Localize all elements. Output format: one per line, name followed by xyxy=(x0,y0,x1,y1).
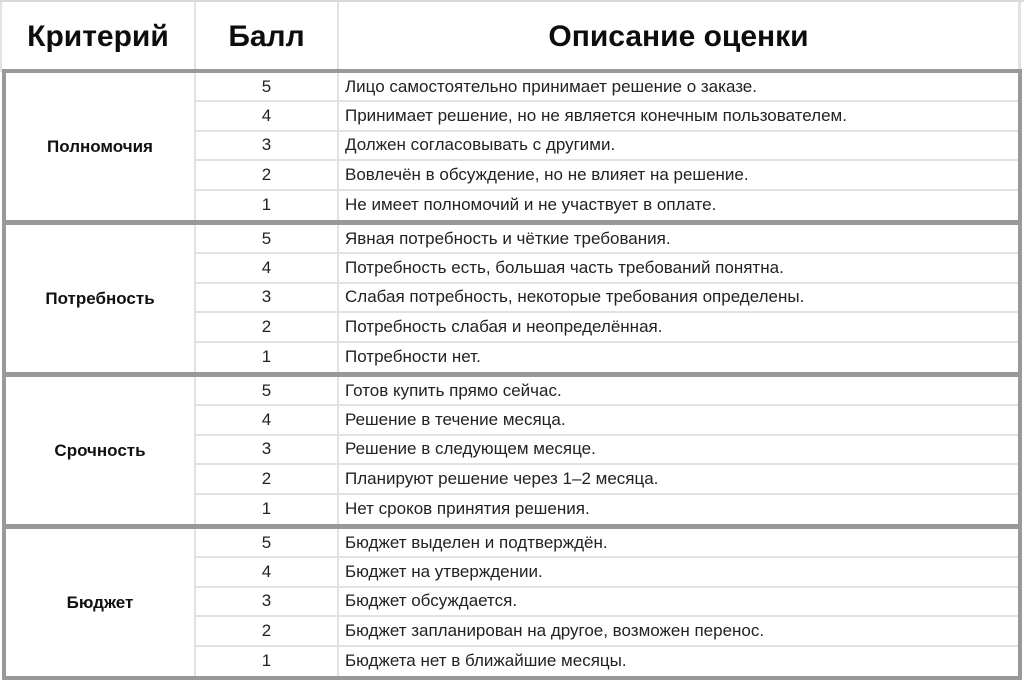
score-cell: 4 xyxy=(196,254,339,281)
criterion-group-budget xyxy=(2,525,1022,680)
score-cell: 2 xyxy=(196,617,339,644)
criterion-group-need xyxy=(2,221,1022,376)
score-cell: 2 xyxy=(196,161,339,188)
score-cell: 4 xyxy=(196,102,339,129)
table-row xyxy=(196,73,1018,102)
score-cell: 2 xyxy=(196,465,339,492)
table-row xyxy=(196,495,1018,524)
description-cell: Явная потребность и чёткие требования. xyxy=(345,228,671,248)
criterion-label: Срочность xyxy=(6,377,196,524)
table-row xyxy=(196,558,1018,587)
description-cell: Потребности нет. xyxy=(345,347,481,367)
table-row xyxy=(196,617,1018,646)
table-row xyxy=(196,102,1018,131)
score-cell: 1 xyxy=(196,647,339,676)
score-cell: 2 xyxy=(196,313,339,340)
table-row xyxy=(196,191,1018,220)
header-description: Описание оценки xyxy=(339,2,1021,72)
score-cell: 5 xyxy=(196,377,339,404)
description-cell: Бюджета нет в ближайшие месяцы. xyxy=(345,651,627,671)
table-row xyxy=(196,406,1018,435)
description-cell: Потребность есть, большая часть требований понятна. xyxy=(345,258,784,278)
criterion-label: Потребность xyxy=(6,225,196,372)
score-cell: 3 xyxy=(196,588,339,615)
table-row xyxy=(196,588,1018,617)
description-cell: Нет сроков принятия решения. xyxy=(345,499,590,519)
description-cell: Бюджет обсуждается. xyxy=(345,591,518,611)
table-header xyxy=(0,0,1024,72)
score-cell: 5 xyxy=(196,73,339,100)
score-cell: 4 xyxy=(196,406,339,433)
score-cell: 3 xyxy=(196,284,339,311)
table-row xyxy=(196,465,1018,494)
description-cell: Принимает решение, но не является конечным пользователем. xyxy=(345,106,847,126)
criterion-label: Бюджет xyxy=(6,529,196,676)
table-row xyxy=(196,343,1018,372)
description-cell: Слабая потребность, некоторые требования определены. xyxy=(345,287,805,307)
score-cell: 1 xyxy=(196,495,339,524)
score-cell: 1 xyxy=(196,343,339,372)
table-row xyxy=(196,377,1018,406)
description-cell: Потребность слабая и неопределённая. xyxy=(345,316,663,336)
table-row xyxy=(196,254,1018,283)
description-cell: Бюджет запланирован на другое, возможен перенос. xyxy=(345,620,765,640)
description-cell: Готов купить прямо сейчас. xyxy=(345,380,562,400)
description-cell: Решение в течение месяца. xyxy=(345,410,566,430)
table-row xyxy=(196,529,1018,558)
score-cell: 4 xyxy=(196,558,339,585)
score-cell: 1 xyxy=(196,191,339,220)
criterion-group-timing xyxy=(2,373,1022,528)
score-cell: 5 xyxy=(196,225,339,252)
header-score: Балл xyxy=(196,2,339,72)
description-cell: Не имеет полномочий и не участвует в оплате. xyxy=(345,195,717,215)
table-row xyxy=(196,132,1018,161)
description-cell: Бюджет на утверждении. xyxy=(345,562,543,582)
header-criterion: Критерий xyxy=(0,2,196,72)
criterion-group-authority xyxy=(2,69,1022,224)
table-row xyxy=(196,647,1018,676)
score-cell: 3 xyxy=(196,436,339,463)
description-cell: Бюджет выделен и подтверждён. xyxy=(345,532,608,552)
criterion-label: Полномочия xyxy=(6,73,196,220)
table-row xyxy=(196,225,1018,254)
description-cell: Должен согласовывать с другими. xyxy=(345,135,616,155)
table-row xyxy=(196,436,1018,465)
table-row xyxy=(196,313,1018,342)
description-cell: Вовлечён в обсуждение, но не влияет на решение. xyxy=(345,164,749,184)
description-cell: Решение в следующем месяце. xyxy=(345,439,596,459)
description-cell: Планируют решение через 1–2 месяца. xyxy=(345,468,659,488)
description-cell: Лицо самостоятельно принимает решение о заказе. xyxy=(345,76,757,96)
table-row xyxy=(196,284,1018,313)
table-row xyxy=(196,161,1018,190)
score-cell: 3 xyxy=(196,132,339,159)
score-cell: 5 xyxy=(196,529,339,556)
